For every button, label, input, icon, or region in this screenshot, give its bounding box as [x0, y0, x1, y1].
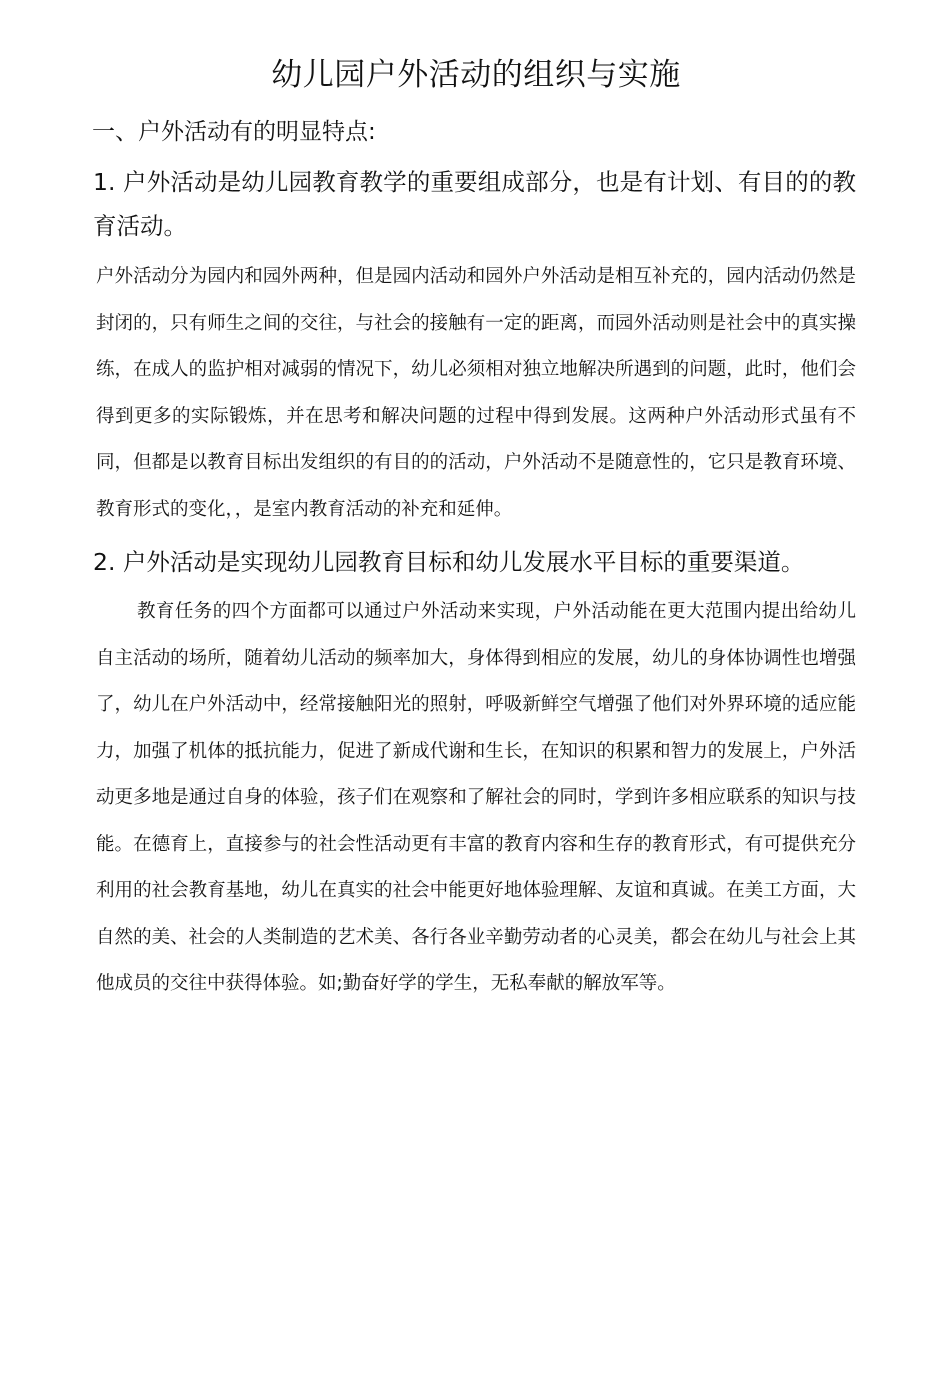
point-1-paragraph: 户外活动分为园内和园外两种，但是园内活动和园外户外活动是相互补充的，园内活动仍然是封闭的，只有师生之间的交往，与社会的接触有一定的距离，而园外活动则是社会中的真实操练，在成人的监护相对减弱的情况下，幼儿必须相对独立地解决所遇到的问题，此时，他们会得到更多的实际锻炼，并在思考和解决问题的过程中得到发展。这两种户外活动形式虽有不同，但都是以教育目标出发组织的有目的的活动，户外活动不是随意性的，它只是教育环境、教育形式的变化，，是室内教育活动的补充和延伸。: [96, 266, 856, 520]
document-page: [0, 50, 950, 1394]
section-heading: 一、户外活动有的明显特点:: [92, 119, 376, 145]
point-2-heading: 2. 户外活动是实现幼儿园教育目标和幼儿发展水平目标的重要渠道。: [93, 548, 805, 576]
point-1-heading: 1. 户外活动是幼儿园教育教学的重要组成部分，也是有计划、有目的的教育活动。: [93, 168, 856, 240]
point-2-paragraph: 教育任务的四个方面都可以通过户外活动来实现，户外活动能在更大范围内提出给幼儿自主活动的场所，随着幼儿活动的频率加大，身体得到相应的发展，幼儿的身体协调性也增强了，幼儿在户外活动中，经常接触阳光的照射，呼吸新鲜空气增强了他们对外界环境的适应能力，加强了机体的抵抗能力，促进了新成代谢和生长，在知识的积累和智力的发展上，户外活动更多地是通过自身的体验，孩子们在观察和了解社会的同时，学到许多相应联系的知识与技能。在德育上，直接参与的社会性活动更有丰富的教育内容和生存的教育形式，有可提供充分利用的社会教育基地，幼儿在真实的社会中能更好地体验理解、友谊和真诚。在美工方面，大自然的美、社会的人类制造的艺术美、各行各业辛勤劳动者的心灵美，都会在幼儿与社会上其他成员的交往中获得体验。如;勤奋好学的学生，无私奉献的解放军等。: [96, 601, 856, 994]
document-title: 幼儿园户外活动的组织与实施: [271, 57, 681, 93]
